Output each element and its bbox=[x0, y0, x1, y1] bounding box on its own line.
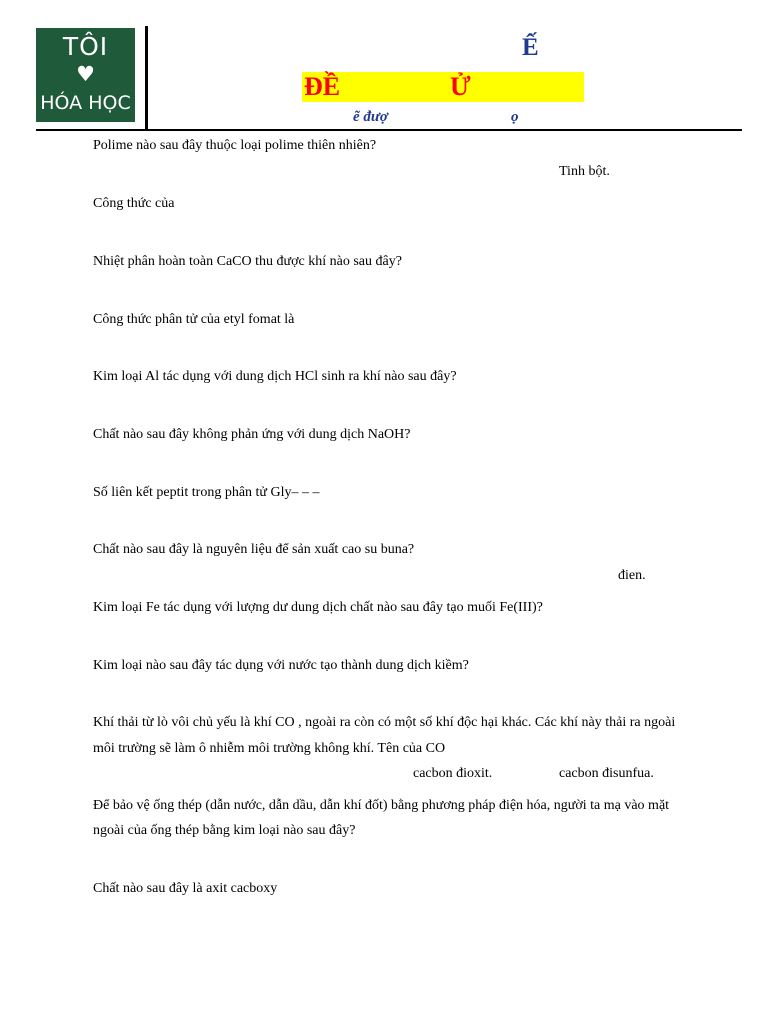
question-7: Số liên kết peptit trong phân tử Gly– – – bbox=[93, 485, 320, 500]
question-12-cont: ngoài của ống thép bằng kim loại nào sau đây? bbox=[93, 823, 356, 838]
header-title-left: ĐỀ bbox=[304, 72, 341, 101]
question-9: Kim loại Fe tác dụng với lượng dư dung dịch chất nào sau đây tạo muối Fe(III)? bbox=[93, 600, 543, 615]
header-title-top: Ế bbox=[522, 34, 539, 61]
question-10: Kim loại nào sau đây tác dụng với nước tạo thành dung dịch kiềm? bbox=[93, 658, 469, 673]
question-13: Chất nào sau đây là axit cacboxy bbox=[93, 881, 278, 896]
question-1: Polime nào sau đây thuộc loại polime thiên nhiên? bbox=[93, 138, 377, 153]
heart-icon: ♥ bbox=[76, 62, 95, 86]
logo-line2: HÓA HỌC bbox=[40, 92, 131, 114]
question-11-cont: môi trường sẽ làm ô nhiễm môi trường không khí. Tên của CO bbox=[93, 741, 446, 756]
header-title-right: Ử bbox=[450, 72, 471, 101]
header-subtitle-left: ẽ đượ bbox=[353, 109, 388, 125]
question-3: Nhiệt phân hoàn toàn CaCO thu được khí nào sau đây? bbox=[93, 254, 402, 269]
answer-11a: cacbon đioxit. bbox=[413, 766, 493, 781]
logo-line1: TÔI bbox=[62, 32, 109, 61]
question-4: Công thức phân tử của etyl fomat là bbox=[93, 312, 295, 327]
header-highlight-band bbox=[302, 72, 584, 102]
question-12: Để bảo vệ ống thép (dẫn nước, dẫn dầu, dẫn khí đốt) bằng phương pháp điện hóa, người ta mạ vào mặt bbox=[93, 798, 670, 813]
logo bbox=[36, 28, 135, 122]
question-6: Chất nào sau đây không phản ứng với dung dịch NaOH? bbox=[93, 427, 411, 442]
answer-8: đien. bbox=[618, 568, 646, 583]
header-divider-vertical bbox=[145, 26, 148, 130]
header-divider-horizontal bbox=[36, 129, 742, 131]
answer-1: Tinh bột. bbox=[559, 164, 610, 179]
answer-11b: cacbon đisunfua. bbox=[559, 766, 654, 781]
question-2: Công thức của bbox=[93, 196, 175, 211]
question-11: Khí thải từ lò vôi chủ yếu là khí CO , ngoài ra còn có một số khí độc hại khác. Các khí này thải ra ngoài bbox=[93, 715, 676, 730]
question-8: Chất nào sau đây là nguyên liệu để sản xuất cao su buna? bbox=[93, 542, 415, 557]
header-subtitle-right: ọ bbox=[511, 109, 519, 125]
question-5: Kim loại Al tác dụng với dung dịch HCl sinh ra khí nào sau đây? bbox=[93, 369, 457, 384]
